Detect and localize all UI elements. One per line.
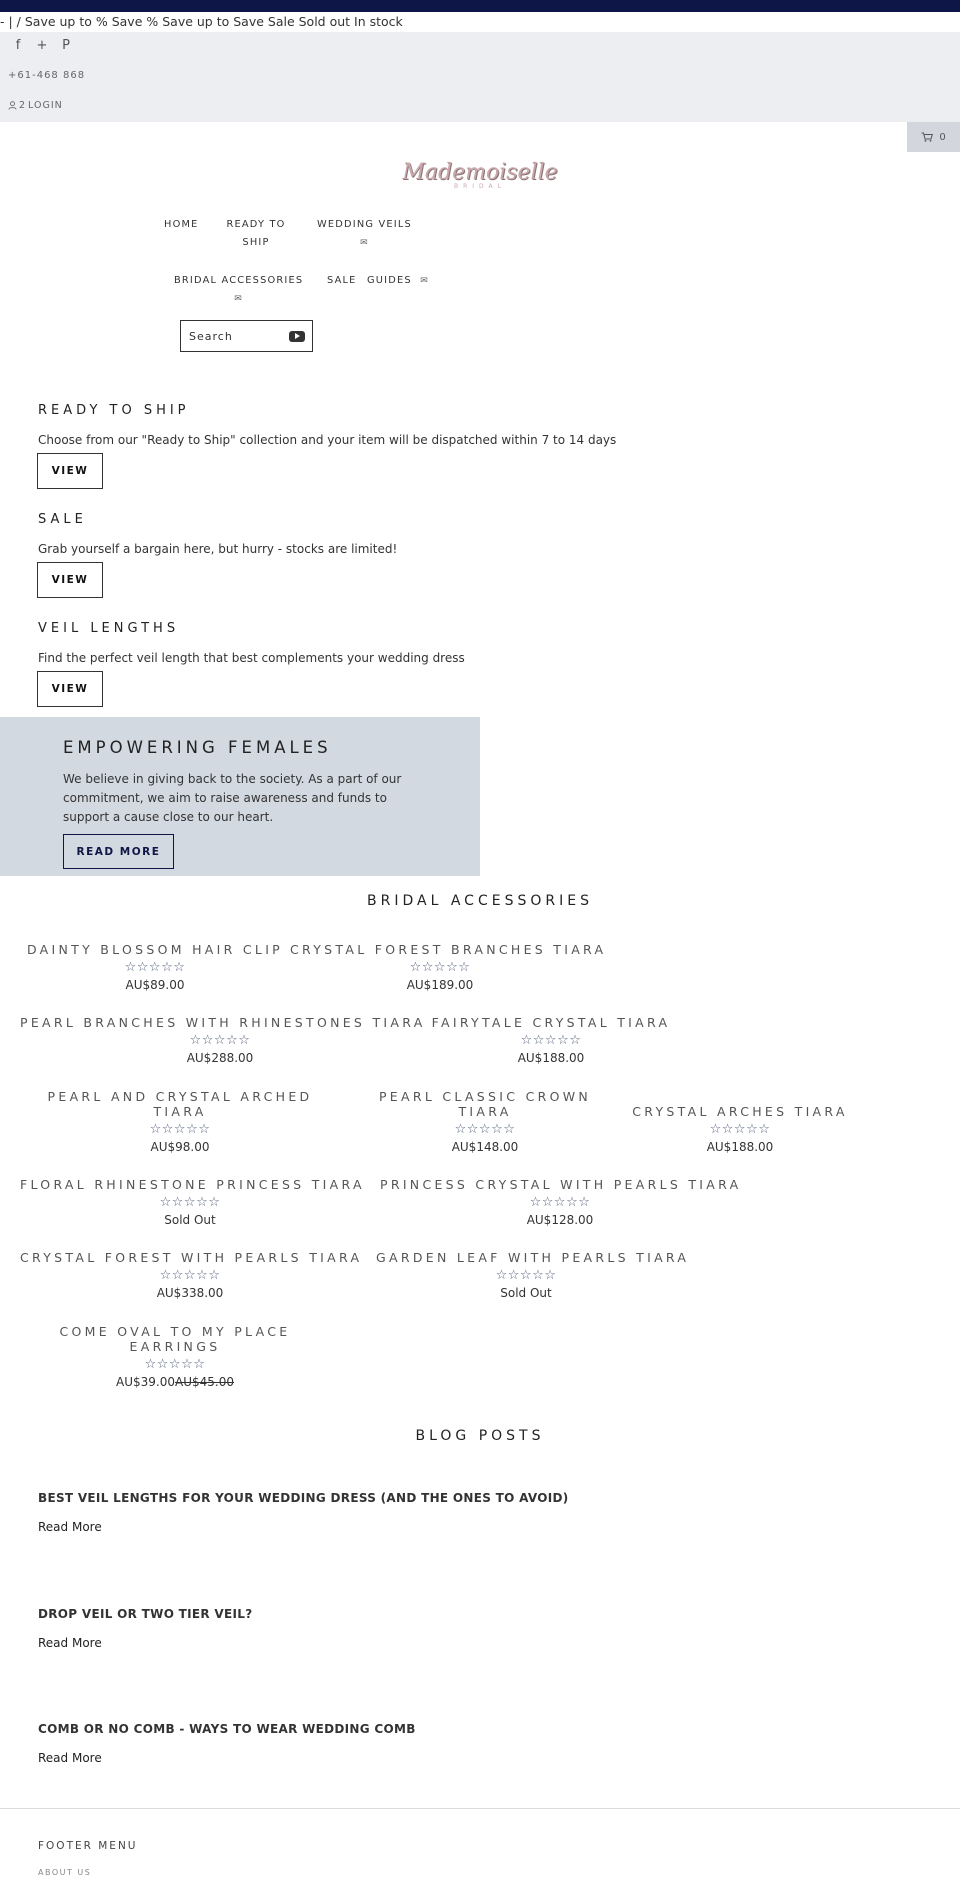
product-card[interactable] [40, 1089, 320, 1154]
rating-stars-icon: ☆☆☆☆☆ [124, 960, 186, 975]
cart-button[interactable] [907, 122, 960, 152]
nav-wedding-veils-label: WEDDING VEILS [317, 219, 412, 230]
rating-stars-icon: ☆☆☆☆☆ [529, 1195, 591, 1210]
product-title[interactable]: DAINTY BLOSSOM HAIR CLIP [26, 942, 284, 957]
product-card[interactable] [610, 1104, 870, 1154]
dropdown-envelope-icon: ✉ [360, 238, 369, 248]
product-price: AU$128.00 [526, 1213, 594, 1227]
promo-title: EMPOWERING FEMALES [63, 738, 332, 757]
product-card[interactable] [370, 1089, 600, 1154]
product-title[interactable]: PEARL BRANCHES WITH RHINESTONES TIARA [20, 1015, 426, 1030]
product-title[interactable]: PRINCESS CRYSTAL WITH PEARLS TIARA [380, 1177, 742, 1192]
nav-ready-to-ship[interactable] [224, 216, 288, 252]
section-title: VEIL LENGTHS [38, 621, 180, 636]
view-veil-lengths-button[interactable]: VIEW [37, 671, 103, 707]
rating-stars-icon: ☆☆☆☆☆ [409, 960, 471, 975]
login-label: LOGIN [28, 100, 63, 111]
product-price: AU$188.00 [706, 1140, 774, 1154]
social-links [12, 38, 72, 53]
product-price: AU$98.00 [150, 1140, 210, 1154]
nav-guides-label: GUIDES [367, 275, 412, 286]
blog-read-more-link[interactable]: Read More [38, 1636, 102, 1650]
rating-stars-icon: ☆☆☆☆☆ [144, 1357, 206, 1372]
product-card[interactable] [55, 1324, 295, 1389]
product-card[interactable] [20, 1015, 426, 1065]
nav-ready-line1: READY TO [226, 219, 286, 230]
facebook-icon[interactable]: f [15, 38, 21, 53]
rating-stars-icon: ☆☆☆☆☆ [159, 1268, 221, 1283]
product-card[interactable] [20, 1177, 365, 1227]
search-submit-icon[interactable] [289, 331, 305, 342]
search-box [180, 320, 313, 352]
pinterest-icon[interactable]: P [62, 38, 70, 53]
product-card[interactable] [380, 1177, 740, 1227]
product-price: AU$89.00 [125, 978, 185, 992]
footer-divider [0, 1808, 960, 1809]
blog-read-more-link[interactable]: Read More [38, 1751, 102, 1765]
plus-icon[interactable]: + [36, 38, 48, 53]
login-count: 2 [19, 100, 27, 111]
product-price: AU$338.00 [156, 1286, 224, 1300]
rating-stars-icon: ☆☆☆☆☆ [189, 1033, 251, 1048]
product-price: AU$288.00 [186, 1051, 254, 1065]
view-sale-button[interactable]: VIEW [37, 562, 103, 598]
nav-home[interactable]: HOME [164, 219, 199, 230]
product-card[interactable] [20, 1250, 363, 1300]
view-ready-to-ship-button[interactable]: VIEW [37, 453, 103, 489]
promo-text: We believe in giving back to the society. As a part of our commitment, we aim to raise awareness and funds to support a cause close to our heart. [63, 772, 402, 824]
footer-menu-title: FOOTER MENU [38, 1840, 138, 1852]
product-price: AU$189.00 [406, 978, 474, 992]
rating-stars-icon: ☆☆☆☆☆ [520, 1033, 582, 1048]
logo-wordmark: Mademoiselle [402, 160, 558, 185]
dropdown-envelope-icon: ✉ [234, 294, 244, 304]
section-text: Grab yourself a bargain here, but hurry - stocks are limited! [38, 542, 398, 556]
compare-at-price: AU$45.00 [175, 1375, 234, 1389]
product-price: Sold Out [164, 1213, 216, 1227]
top-announcement-bar [0, 0, 960, 12]
section-text: Choose from our "Ready to Ship" collection and your item will be dispatched within 7 to 14 days [38, 433, 617, 447]
utility-bar [0, 32, 960, 122]
cart-icon [921, 132, 933, 142]
products-heading: BRIDAL ACCESSORIES [367, 893, 593, 909]
product-title[interactable]: GARDEN LEAF WITH PEARLS TIARA [376, 1250, 690, 1265]
rating-stars-icon: ☆☆☆☆☆ [149, 1122, 211, 1137]
rating-stars-icon: ☆☆☆☆☆ [454, 1122, 516, 1137]
product-title[interactable]: CRYSTAL FOREST BRANCHES TIARA [290, 942, 607, 957]
login-link[interactable] [8, 100, 63, 111]
footer-link[interactable]: ABOUT US [38, 1868, 92, 1877]
product-card[interactable] [290, 942, 607, 992]
phone-number[interactable]: +61-468 868 [8, 70, 86, 81]
product-card[interactable] [20, 942, 290, 992]
blog-heading: BLOG POSTS [415, 1428, 545, 1444]
rating-stars-icon: ☆☆☆☆☆ [709, 1122, 771, 1137]
nav-ready-line2: SHIP [242, 237, 270, 248]
user-icon [8, 101, 17, 110]
product-price-group [55, 1375, 295, 1389]
nav-bridal-accessories[interactable] [174, 272, 303, 308]
product-card[interactable] [420, 1015, 682, 1065]
product-price: AU$148.00 [451, 1140, 519, 1154]
rating-stars-icon: ☆☆☆☆☆ [159, 1195, 221, 1210]
product-card[interactable] [376, 1250, 690, 1300]
nav-sale[interactable]: SALE [327, 275, 357, 286]
cart-count: 0 [939, 131, 946, 143]
status-strip-text: - | / Save up to % Save % Save up to Save Sale Sold out In stock [0, 14, 403, 29]
product-price: Sold Out [500, 1286, 552, 1300]
product-title[interactable]: COME OVAL TO MY PLACE EARRINGS [59, 1324, 291, 1354]
section-text: Find the perfect veil length that best complements your wedding dress [38, 651, 465, 665]
nav-guides[interactable] [367, 272, 429, 290]
product-title[interactable]: PEARL CLASSIC CROWN TIARA [378, 1089, 592, 1119]
product-title[interactable]: CRYSTAL ARCHES TIARA [632, 1104, 848, 1119]
blog-post-title[interactable]: COMB OR NO COMB - WAYS TO WEAR WEDDING COMB [38, 1722, 416, 1736]
nav-wedding-veils[interactable] [317, 216, 412, 252]
search-input[interactable] [189, 330, 284, 343]
section-title: READY TO SHIP [38, 403, 190, 418]
product-title[interactable]: PEARL AND CRYSTAL ARCHED TIARA [47, 1089, 313, 1119]
site-logo[interactable] [400, 160, 560, 190]
product-title[interactable]: FAIRYTALE CRYSTAL TIARA [431, 1015, 671, 1030]
dropdown-envelope-icon: ✉ [416, 276, 429, 286]
rating-stars-icon: ☆☆☆☆☆ [495, 1268, 557, 1283]
section-title: SALE [38, 512, 87, 527]
blog-post-title[interactable]: BEST VEIL LENGTHS FOR YOUR WEDDING DRESS (AND THE ONES TO AVOID) [38, 1491, 569, 1505]
product-price: AU$39.00 [116, 1375, 175, 1389]
product-title[interactable]: FLORAL RHINESTONE PRINCESS TIARA [20, 1177, 365, 1192]
blog-read-more-link[interactable]: Read More [38, 1520, 102, 1534]
product-title[interactable]: CRYSTAL FOREST WITH PEARLS TIARA [20, 1250, 363, 1265]
logo-subtitle: BRIDAL [453, 183, 507, 190]
product-price: AU$188.00 [517, 1051, 585, 1065]
nav-bridal-accessories-label: BRIDAL ACCESSORIES [174, 275, 304, 286]
read-more-button[interactable]: READ MORE [63, 834, 174, 869]
blog-post-title[interactable]: DROP VEIL OR TWO TIER VEIL? [38, 1607, 253, 1621]
